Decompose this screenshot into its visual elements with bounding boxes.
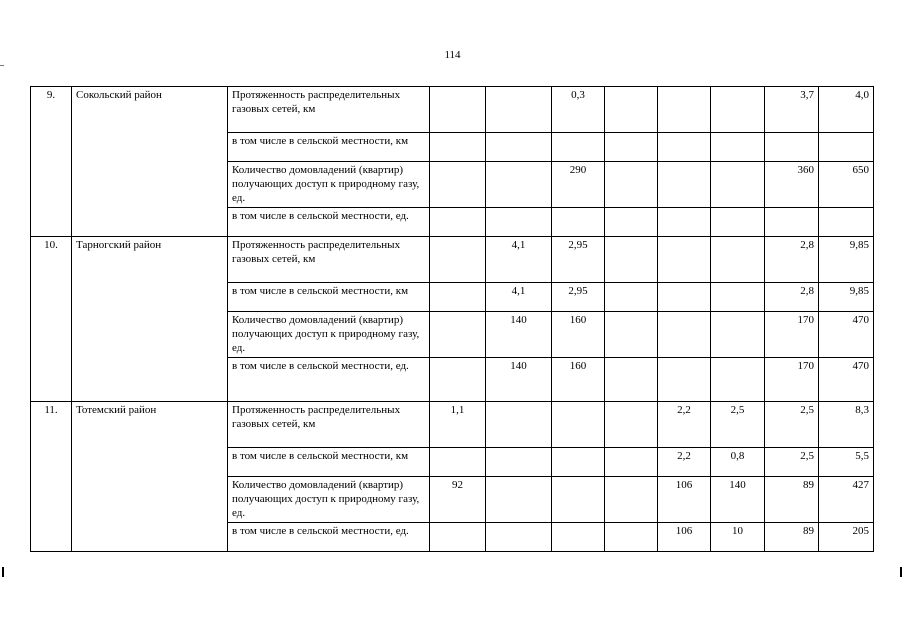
value-cell bbox=[658, 133, 711, 162]
value-cell bbox=[552, 208, 605, 237]
value-cell bbox=[605, 523, 658, 552]
value-cell bbox=[605, 477, 658, 523]
value-cell: 140 bbox=[486, 358, 552, 402]
value-cell: 106 bbox=[658, 523, 711, 552]
value-cell bbox=[552, 402, 605, 448]
value-cell bbox=[430, 162, 486, 208]
row-number: 9. bbox=[31, 87, 72, 237]
value-cell: 2,2 bbox=[658, 402, 711, 448]
value-cell: 4,1 bbox=[486, 237, 552, 283]
value-cell: 427 bbox=[819, 477, 874, 523]
value-cell bbox=[658, 208, 711, 237]
value-cell: 4,1 bbox=[486, 283, 552, 312]
value-cell: 2,8 bbox=[765, 237, 819, 283]
value-cell bbox=[430, 523, 486, 552]
value-cell: 170 bbox=[765, 358, 819, 402]
value-cell bbox=[658, 162, 711, 208]
value-cell bbox=[605, 87, 658, 133]
table-row bbox=[31, 87, 874, 133]
value-cell: 0,3 bbox=[552, 87, 605, 133]
value-cell bbox=[765, 133, 819, 162]
value-cell bbox=[430, 87, 486, 133]
value-cell: 1,1 bbox=[430, 402, 486, 448]
value-cell bbox=[552, 477, 605, 523]
edge-mark-right bbox=[900, 567, 902, 577]
indicator-label: Количество домовладений (квартир) получающих доступ к природному газу, ед. bbox=[228, 477, 430, 523]
value-cell bbox=[765, 208, 819, 237]
indicator-label: Протяженность распределительных газовых сетей, км bbox=[228, 87, 430, 133]
value-cell bbox=[605, 402, 658, 448]
value-cell bbox=[486, 208, 552, 237]
value-cell bbox=[819, 133, 874, 162]
value-cell: 9,85 bbox=[819, 283, 874, 312]
indicator-label: в том числе в сельской местности, км bbox=[228, 448, 430, 477]
indicator-label: в том числе в сельской местности, км bbox=[228, 283, 430, 312]
indicator-label: в том числе в сельской местности, ед. bbox=[228, 358, 430, 402]
indicator-label: Количество домовладений (квартир) получающих доступ к природному газу, ед. bbox=[228, 312, 430, 358]
page-number: 114 bbox=[444, 49, 461, 61]
value-cell: 140 bbox=[711, 477, 765, 523]
value-cell bbox=[552, 133, 605, 162]
value-cell bbox=[486, 402, 552, 448]
value-cell bbox=[658, 312, 711, 358]
value-cell: 470 bbox=[819, 358, 874, 402]
value-cell bbox=[658, 358, 711, 402]
value-cell bbox=[658, 283, 711, 312]
district-name: Тотемский район bbox=[72, 402, 228, 552]
indicator-label: Протяженность распределительных газовых сетей, км bbox=[228, 402, 430, 448]
value-cell: 140 bbox=[486, 312, 552, 358]
value-cell bbox=[658, 237, 711, 283]
value-cell bbox=[711, 312, 765, 358]
value-cell bbox=[486, 477, 552, 523]
value-cell: 650 bbox=[819, 162, 874, 208]
row-number: 11. bbox=[31, 402, 72, 552]
table-row bbox=[31, 237, 874, 283]
value-cell bbox=[605, 162, 658, 208]
value-cell bbox=[605, 237, 658, 283]
value-cell bbox=[711, 87, 765, 133]
value-cell bbox=[711, 283, 765, 312]
value-cell: 3,7 bbox=[765, 87, 819, 133]
value-cell: 8,3 bbox=[819, 402, 874, 448]
value-cell bbox=[658, 87, 711, 133]
value-cell: 9,85 bbox=[819, 237, 874, 283]
value-cell: 89 bbox=[765, 523, 819, 552]
value-cell: 89 bbox=[765, 477, 819, 523]
value-cell: 2,2 bbox=[658, 448, 711, 477]
value-cell bbox=[430, 358, 486, 402]
indicator-label: в том числе в сельской местности, ед. bbox=[228, 523, 430, 552]
value-cell: 290 bbox=[552, 162, 605, 208]
value-cell bbox=[605, 283, 658, 312]
value-cell bbox=[711, 133, 765, 162]
district-name: Сокольский район bbox=[72, 87, 228, 237]
indicator-label: Протяженность распределительных газовых сетей, км bbox=[228, 237, 430, 283]
value-cell bbox=[552, 448, 605, 477]
value-cell bbox=[605, 133, 658, 162]
edge-mark-left bbox=[2, 567, 4, 577]
value-cell: 470 bbox=[819, 312, 874, 358]
value-cell bbox=[711, 162, 765, 208]
value-cell: 0,8 bbox=[711, 448, 765, 477]
value-cell bbox=[486, 87, 552, 133]
value-cell bbox=[605, 312, 658, 358]
value-cell bbox=[486, 448, 552, 477]
value-cell bbox=[711, 358, 765, 402]
value-cell bbox=[605, 358, 658, 402]
value-cell: 2,95 bbox=[552, 237, 605, 283]
district-name: Тарногский район bbox=[72, 237, 228, 402]
value-cell bbox=[711, 208, 765, 237]
value-cell: 10 bbox=[711, 523, 765, 552]
value-cell bbox=[711, 237, 765, 283]
value-cell bbox=[430, 312, 486, 358]
value-cell bbox=[430, 237, 486, 283]
table-row bbox=[31, 402, 874, 448]
value-cell bbox=[605, 208, 658, 237]
value-cell bbox=[486, 133, 552, 162]
value-cell bbox=[605, 448, 658, 477]
value-cell bbox=[486, 162, 552, 208]
indicator-label: Количество домовладений (квартир) получающих доступ к природному газу, ед. bbox=[228, 162, 430, 208]
value-cell bbox=[430, 208, 486, 237]
value-cell: 4,0 bbox=[819, 87, 874, 133]
value-cell: 160 bbox=[552, 312, 605, 358]
value-cell: 92 bbox=[430, 477, 486, 523]
value-cell: 5,5 bbox=[819, 448, 874, 477]
value-cell: 2,8 bbox=[765, 283, 819, 312]
indicator-label: в том числе в сельской местности, ед. bbox=[228, 208, 430, 237]
value-cell: 2,5 bbox=[765, 402, 819, 448]
value-cell: 160 bbox=[552, 358, 605, 402]
value-cell: 205 bbox=[819, 523, 874, 552]
value-cell: 106 bbox=[658, 477, 711, 523]
margin-tick bbox=[0, 65, 4, 66]
value-cell bbox=[430, 283, 486, 312]
row-number: 10. bbox=[31, 237, 72, 402]
value-cell: 2,95 bbox=[552, 283, 605, 312]
value-cell bbox=[819, 208, 874, 237]
value-cell: 2,5 bbox=[711, 402, 765, 448]
value-cell: 2,5 bbox=[765, 448, 819, 477]
value-cell bbox=[430, 133, 486, 162]
gas-network-table bbox=[30, 86, 874, 552]
indicator-label: в том числе в сельской местности, км bbox=[228, 133, 430, 162]
value-cell: 170 bbox=[765, 312, 819, 358]
value-cell bbox=[552, 523, 605, 552]
value-cell: 360 bbox=[765, 162, 819, 208]
value-cell bbox=[486, 523, 552, 552]
value-cell bbox=[430, 448, 486, 477]
